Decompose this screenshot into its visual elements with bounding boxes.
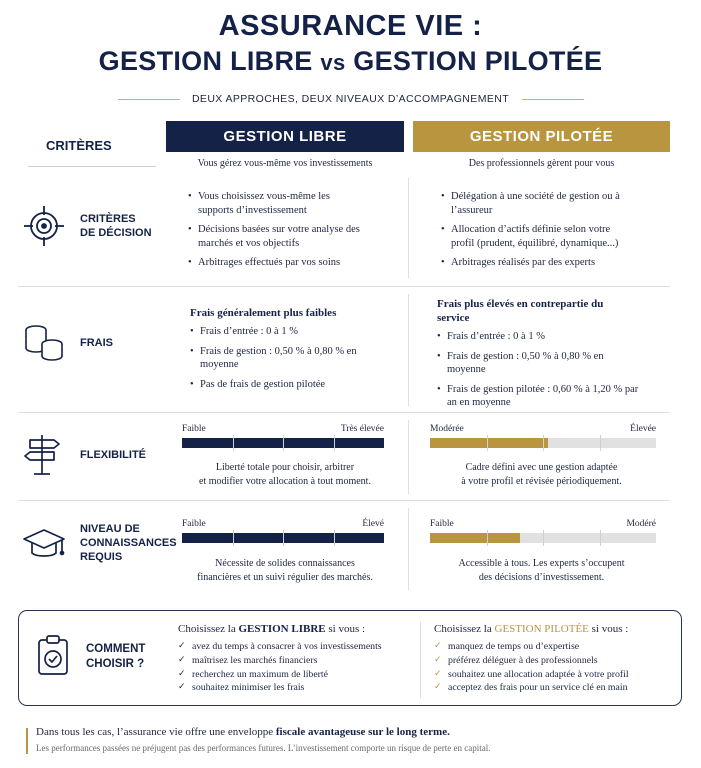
frais-pilotee-title: Frais plus élevés en contrepartie du service xyxy=(437,298,604,324)
scale-bar xyxy=(430,438,656,448)
list-item: • Délégation à une société de gestion ou à l’assureur xyxy=(441,190,631,217)
criteria-label-frais: FRAIS xyxy=(80,337,113,349)
choose-pilotee-list xyxy=(434,640,674,695)
list-item: • Frais de gestion : 0,50 % à 0,80 % en moyenne xyxy=(437,350,657,377)
list-item: ✓ manquez de temps ou d’expertise xyxy=(434,640,674,654)
scale-high-label: Modéré xyxy=(626,519,656,529)
list-item: • Arbitrages réalisés par des experts xyxy=(441,256,631,270)
list-item: • Frais d’entrée : 0 à 1 % xyxy=(437,330,657,344)
decision-libre-list xyxy=(188,190,368,276)
footer-note: Dans tous les cas, l’assurance vie offre une enveloppe fiscale avantageuse sur le long terme. xyxy=(36,726,450,738)
list-item: ✓ avez du temps à consacrer à vos investissements xyxy=(178,640,414,654)
footer-accent-bar xyxy=(26,728,28,754)
choose-libre-title: Choisissez la GESTION LIBRE si vous : xyxy=(178,623,366,635)
coins-icon xyxy=(22,322,66,366)
list-item: • Vous choisissez vous-même les supports d’investissement xyxy=(188,190,368,217)
column-divider xyxy=(408,294,409,406)
flexibilite-libre-scale xyxy=(182,424,384,448)
column-header-libre: GESTION LIBRE xyxy=(166,121,404,152)
column-subtitle-pilotee: Des professionnels gèrent pour vous xyxy=(468,158,615,169)
scale-low-label: Faible xyxy=(182,424,206,434)
criteria-underline xyxy=(28,166,156,167)
row-divider xyxy=(18,286,670,287)
choose-divider xyxy=(420,622,421,698)
scale-high-label: Élevé xyxy=(362,519,384,529)
scale-high-label: Très élevée xyxy=(340,424,384,434)
list-item: • Frais d’entrée : 0 à 1 % xyxy=(190,325,390,339)
list-item: ✓ préférez déléguer à des professionnels xyxy=(434,654,674,668)
title-vs: vs xyxy=(320,50,346,75)
title-libre: GESTION LIBRE xyxy=(98,46,313,76)
connaissances-libre-text: Nécessite de solides connaissances financières et un suivi régulier des marchés. xyxy=(197,558,373,583)
graduation-cap-icon xyxy=(22,522,66,566)
column-divider xyxy=(408,508,409,590)
criteria-header: CRITÈRES xyxy=(46,138,112,153)
scale-bar xyxy=(182,438,384,448)
scale-high-label: Élevée xyxy=(630,424,656,434)
list-item: • Frais de gestion pilotée : 0,60 % à 1,20 % par an en moyenne xyxy=(437,383,657,410)
clipboard-check-icon xyxy=(34,634,78,678)
page-title-line1: ASSURANCE VIE : xyxy=(218,10,483,42)
list-item: • Décisions basées sur votre analyse des marchés et vos objectifs xyxy=(188,223,368,250)
column-divider xyxy=(408,420,409,494)
frais-libre-block xyxy=(190,306,390,397)
scale-low-label: Faible xyxy=(182,519,206,529)
scale-bar xyxy=(182,533,384,543)
connaissances-pilotee-scale xyxy=(430,519,656,543)
choose-libre-list xyxy=(178,640,414,695)
choose-label: COMMENT CHOISIR ? xyxy=(86,643,146,670)
choose-pilotee-title: Choisissez la GESTION PILOTÉE si vous : xyxy=(434,623,629,635)
flexibilite-pilotee-scale xyxy=(430,424,656,448)
scale-fill xyxy=(430,438,548,448)
column-subtitle-libre: Vous gérez vous-même vos investissements xyxy=(197,158,373,169)
connaissances-pilotee-text: Accessible à tous. Les experts s’occupent des décisions d’investissement. xyxy=(458,558,625,583)
list-item: ✓ maîtrisez les marchés financiers xyxy=(178,654,414,668)
criteria-label-flexibilite: FLEXIBILITÉ xyxy=(80,449,146,461)
scale-fill xyxy=(430,533,520,543)
list-item: ✓ souhaitez une allocation adaptée à votre profil xyxy=(434,668,674,682)
title-pilotee: GESTION PILOTÉE xyxy=(353,46,603,76)
frais-pilotee-block xyxy=(437,297,657,416)
footer-disclaimer: Les performances passées ne préjugent pas des performances futures. L’investissement comporte un risque de perte en capital. xyxy=(36,743,491,753)
frais-libre-list xyxy=(190,325,390,391)
decision-pilotee-list xyxy=(441,190,631,276)
flexibilite-libre-text: Liberté totale pour choisir, arbitrer et modifier votre allocation à tout moment. xyxy=(199,462,371,487)
flexibilite-pilotee-text: Cadre défini avec une gestion adaptée à votre profil et révisée périodiquement. xyxy=(461,462,622,487)
criteria-label-connaissances: NIVEAU DE CONNAISSANCES REQUIS xyxy=(80,523,177,563)
page-title-line2 xyxy=(0,46,701,77)
signpost-icon xyxy=(22,432,66,476)
target-icon xyxy=(22,204,66,248)
criteria-label-decision: CRITÈRES DE DÉCISION xyxy=(80,213,152,239)
list-item: ✓ acceptez des frais pour un service clé en main xyxy=(434,681,674,695)
choose-libre xyxy=(178,623,414,695)
list-item: • Allocation d’actifs définie selon votre profil (prudent, équilibré, dynamique...) xyxy=(441,223,631,250)
list-item: ✓ souhaitez minimiser les frais xyxy=(178,681,414,695)
list-item: • Pas de frais de gestion pilotée xyxy=(190,378,390,392)
frais-pilotee-list xyxy=(437,330,657,410)
scale-low-label: Faible xyxy=(430,519,454,529)
list-item: • Arbitrages effectués par vos soins xyxy=(188,256,368,270)
frais-libre-title: Frais généralement plus faibles xyxy=(190,307,337,319)
scale-bar xyxy=(430,533,656,543)
page-subtitle: DEUX APPROCHES, DEUX NIVEAUX D’ACCOMPAGNEMENT xyxy=(191,93,510,105)
column-divider xyxy=(408,178,409,278)
list-item: • Frais de gestion : 0,50 % à 0,80 % en moyenne xyxy=(190,345,390,372)
list-item: ✓ recherchez un maximum de liberté xyxy=(178,668,414,682)
choose-pilotee xyxy=(434,623,674,695)
connaissances-libre-scale xyxy=(182,519,384,543)
scale-low-label: Modérée xyxy=(430,424,464,434)
row-divider xyxy=(18,500,670,501)
column-header-pilotee: GESTION PILOTÉE xyxy=(413,121,670,152)
